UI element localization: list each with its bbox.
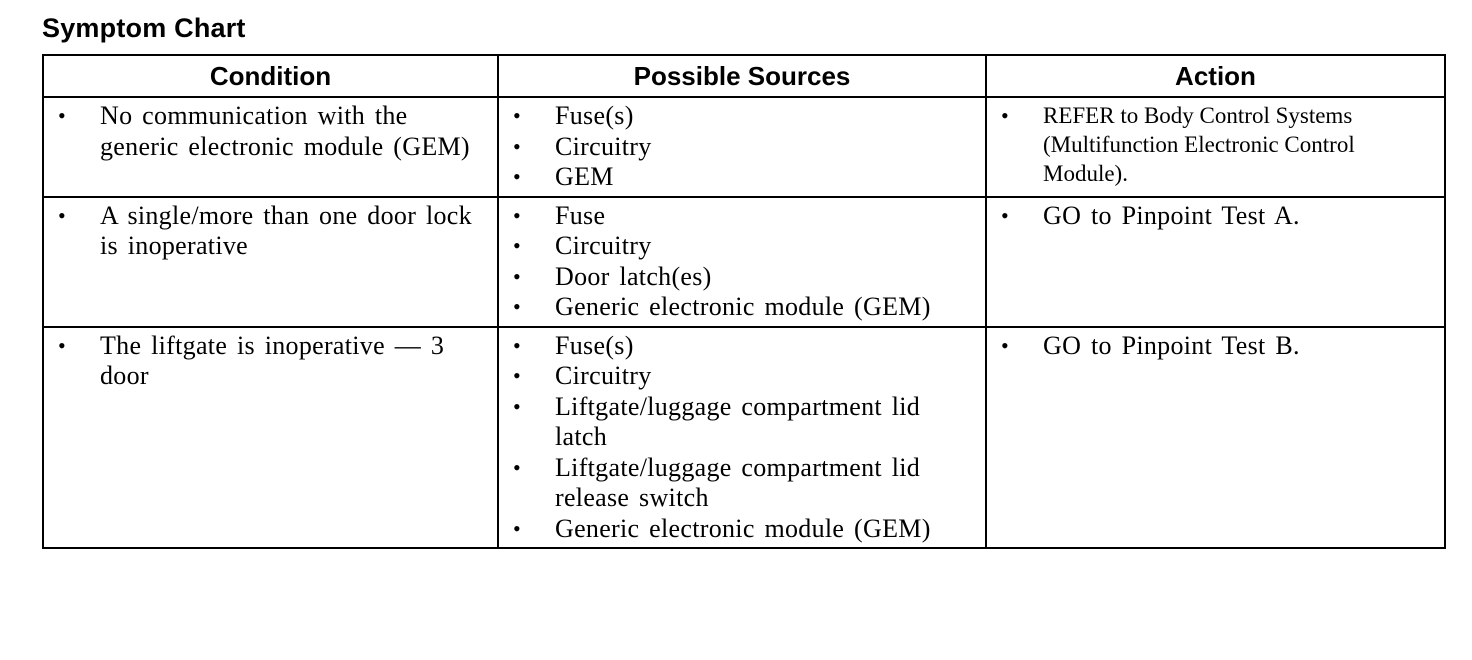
list-item	[499, 292, 975, 323]
source-text: Circuitry	[555, 231, 652, 260]
bullet-icon: •	[58, 332, 67, 358]
condition-cell	[43, 97, 498, 197]
list-item	[44, 101, 487, 162]
condition-list	[44, 198, 497, 265]
bullet-icon: •	[1001, 202, 1010, 228]
bullet-icon: •	[513, 202, 522, 228]
source-text: Fuse(s)	[555, 330, 634, 360]
bullet-icon: •	[513, 393, 522, 419]
table-row	[43, 327, 1445, 549]
list-item	[499, 201, 975, 232]
source-text: Circuitry	[555, 361, 652, 390]
action-text: GO to Pinpoint Test B.	[1043, 330, 1300, 360]
source-text: Fuse(s)	[555, 101, 634, 130]
list-item	[499, 453, 975, 514]
table-row	[43, 97, 1445, 197]
bullet-icon: •	[513, 233, 522, 258]
list-item	[44, 331, 487, 392]
bullet-icon: •	[513, 164, 522, 189]
action-cell	[986, 327, 1445, 549]
bullet-icon: •	[513, 454, 522, 480]
source-text: Fuse	[555, 200, 606, 230]
column-header-possible-sources: Possible Sources	[498, 55, 986, 97]
source-text: Door latch(es)	[555, 261, 712, 291]
bullet-icon: •	[513, 263, 522, 289]
action-list	[987, 328, 1444, 365]
condition-list	[44, 98, 497, 165]
bullet-icon: •	[513, 133, 522, 159]
bullet-icon: •	[513, 294, 522, 319]
page-title: Symptom Chart	[42, 13, 246, 43]
table-row	[43, 197, 1445, 327]
source-text: Liftgate/luggage compartment lid latch	[555, 391, 921, 451]
condition-cell	[43, 327, 498, 549]
list-item	[499, 361, 975, 392]
column-header-action: Action	[986, 55, 1445, 97]
source-text: Liftgate/luggage compartment lid release switch	[555, 452, 921, 512]
sources-cell	[498, 97, 986, 197]
bullet-icon: •	[1001, 332, 1010, 358]
list-item	[499, 231, 975, 262]
source-text: Circuitry	[555, 131, 652, 161]
list-item	[499, 132, 975, 163]
list-item	[499, 392, 975, 453]
sources-cell	[498, 327, 986, 549]
symptom-chart-table	[42, 54, 1446, 549]
source-text: Generic electronic module (GEM)	[555, 513, 931, 543]
source-text: Generic electronic module (GEM)	[555, 292, 931, 321]
list-item	[499, 101, 975, 132]
list-item	[987, 101, 1434, 188]
bullet-icon: •	[58, 103, 67, 128]
condition-text: A single/more than one door lock is inoperative	[100, 200, 472, 260]
table-header-row	[43, 55, 1445, 97]
sources-list	[499, 328, 985, 548]
list-item	[987, 331, 1434, 362]
bullet-icon: •	[513, 332, 522, 358]
list-item	[499, 331, 975, 362]
action-cell	[986, 97, 1445, 197]
condition-list	[44, 328, 497, 395]
action-list	[987, 198, 1444, 235]
condition-cell	[43, 197, 498, 327]
sources-cell	[498, 197, 986, 327]
source-text: GEM	[555, 162, 614, 191]
sources-list	[499, 198, 985, 326]
bullet-icon: •	[513, 103, 522, 128]
list-item	[44, 201, 487, 262]
action-text: GO to Pinpoint Test A.	[1043, 200, 1300, 230]
action-list	[987, 98, 1444, 191]
list-item	[987, 201, 1434, 232]
action-text: REFER to Body Control Systems (Multifunction Electronic Control Module).	[1043, 103, 1355, 186]
bullet-icon: •	[513, 363, 522, 388]
list-item	[499, 262, 975, 293]
bullet-icon: •	[58, 202, 67, 228]
list-item	[499, 162, 975, 193]
bullet-icon: •	[1001, 103, 1009, 128]
column-header-condition: Condition	[43, 55, 498, 97]
list-item	[499, 514, 975, 545]
condition-text: The liftgate is inoperative — 3 door	[100, 330, 445, 390]
bullet-icon: •	[513, 515, 522, 541]
sources-list	[499, 98, 985, 196]
condition-text: No communication with the generic electronic module (GEM)	[100, 101, 470, 161]
action-cell	[986, 197, 1445, 327]
